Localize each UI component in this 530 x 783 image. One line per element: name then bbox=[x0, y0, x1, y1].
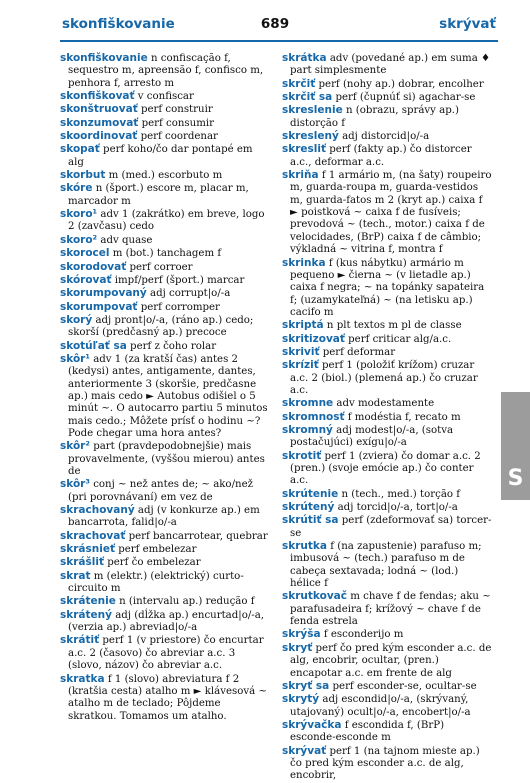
entry-headword: skromný bbox=[282, 423, 333, 436]
entry-headword: skrčiť sa bbox=[282, 91, 333, 104]
dictionary-entry bbox=[60, 234, 270, 247]
entry-headword: skrátka bbox=[282, 52, 327, 64]
entry-definition: perf čo pred kým esconder a.c. de alg, encobrir, ocultar, (pren.) encapotar a.c. em frente de alg bbox=[290, 642, 492, 679]
entry-headword: skrášliť bbox=[60, 556, 104, 569]
dictionary-entry bbox=[282, 143, 492, 169]
entry-definition: perf (nohy ap.) dobrar, encolher bbox=[318, 78, 484, 90]
entry-definition: f esconderijo m bbox=[323, 629, 404, 641]
entry-definition: n (šport.) escore m, placar m, marcador m bbox=[68, 183, 249, 207]
dictionary-entry bbox=[60, 634, 270, 672]
dictionary-entry bbox=[60, 353, 270, 440]
entry-headword: skorý bbox=[60, 313, 93, 326]
dictionary-entry bbox=[282, 359, 492, 397]
entry-definition: perf embelezar bbox=[118, 544, 197, 556]
dictionary-entry bbox=[60, 130, 270, 143]
dictionary-entry bbox=[60, 478, 270, 504]
entry-definition: perf 1 (na tajnom mieste ap.) čo pred kým esconder a.c. de alg, encobrir, bbox=[290, 745, 480, 782]
entry-definition: adv (povedané ap.) em suma ♦ part simplesmente bbox=[290, 53, 491, 77]
entry-definition: perf (čupnúť si) agachar-se bbox=[335, 92, 476, 104]
dictionary-entry bbox=[282, 346, 492, 359]
entry-headword: skórovať bbox=[60, 273, 112, 286]
entry-definition: perf bancarrotear, quebrar bbox=[128, 530, 268, 542]
entry-definition: m chave f de fendas; aku ~ parafusadeira f; krížový ~ chave f de fenda estrela bbox=[290, 591, 491, 628]
entry-headword: skrinka bbox=[282, 256, 326, 269]
dictionary-entry bbox=[282, 130, 492, 143]
entry-definition: adj torcid|o/-a, tort|o/-a bbox=[337, 502, 458, 514]
dictionary-entry bbox=[282, 104, 492, 130]
entry-definition: v confiscar bbox=[137, 91, 194, 103]
entry-headword: skrátiť bbox=[60, 634, 100, 647]
header-rule bbox=[60, 40, 498, 42]
entry-headword: skorbut bbox=[60, 169, 106, 182]
dictionary-entry bbox=[282, 257, 492, 320]
entry-headword: skorumpovaný bbox=[60, 287, 147, 300]
entry-definition: perf criticar alg/a.c. bbox=[348, 333, 452, 345]
entry-headword: skríziť bbox=[282, 359, 319, 372]
dictionary-entry bbox=[282, 628, 492, 641]
entry-headword: skoro² bbox=[60, 233, 98, 246]
entry-definition: adj escondid|o/-a, (skrývaný, utajovaný) ocult|o/-a, encobert|o/-a bbox=[290, 694, 471, 718]
entry-headword: skrýša bbox=[282, 628, 321, 641]
entry-headword: skromnosť bbox=[282, 410, 345, 423]
dictionary-entry bbox=[60, 595, 270, 608]
entry-definition: adj corrupt|o/-a bbox=[150, 288, 231, 300]
dictionary-entry bbox=[282, 488, 492, 501]
dictionary-entry bbox=[60, 340, 270, 353]
entry-headword: skreslený bbox=[282, 130, 339, 143]
entry-definition: perf consumir bbox=[141, 117, 215, 129]
dictionary-entry bbox=[60, 117, 270, 130]
dictionary-entry bbox=[60, 287, 270, 300]
entry-headword: skrčiť bbox=[282, 77, 316, 90]
entry-definition: adj pront|o/-a, (ráno ap.) cedo; skorší (predčasný ap.) precoce bbox=[68, 314, 254, 339]
entry-headword: skrachovaný bbox=[60, 504, 135, 517]
entry-definition: perf coordenar bbox=[140, 131, 218, 143]
dictionary-entry bbox=[282, 333, 492, 346]
dictionary-entry bbox=[282, 424, 492, 450]
entry-headword: skrachovať bbox=[60, 529, 126, 542]
entry-definition: f (na zapustenie) parafuso m; imbusová ~ (tech.) parafuso m de cabeça sextavada; lodná ~ (lod.) hélice f bbox=[290, 541, 482, 590]
entry-definition: n confiscação f, sequestro m, apreensão f, confisco m, penhora f, arresto m bbox=[68, 53, 264, 89]
dictionary-entry bbox=[282, 91, 492, 104]
entry-headword: skresliť bbox=[282, 143, 326, 156]
entry-definition: perf esconder-se, ocultar-se bbox=[332, 680, 477, 692]
entry-headword: skôr² bbox=[60, 440, 90, 453]
dictionary-entry bbox=[282, 745, 492, 783]
entry-headword: skrútenie bbox=[282, 487, 339, 500]
dictionary-entry bbox=[282, 514, 492, 540]
dictionary-entry bbox=[60, 274, 270, 287]
dictionary-entry bbox=[282, 693, 492, 719]
entry-headword: skorodovať bbox=[60, 260, 127, 273]
dictionary-entry bbox=[282, 680, 492, 693]
dictionary-entry bbox=[60, 261, 270, 274]
entry-definition: adj modest|o/-a, (sotva postačujúci) exígu|o/-a bbox=[290, 424, 454, 449]
entry-headword: skrásnieť bbox=[60, 543, 115, 556]
dictionary-entry bbox=[282, 450, 492, 488]
dictionary-entry bbox=[282, 642, 492, 680]
dictionary-entry bbox=[60, 504, 270, 530]
entry-definition: m (bot.) tanchagem f bbox=[112, 248, 222, 260]
entry-headword: skrátený bbox=[60, 608, 112, 621]
entry-headword: skonzumovať bbox=[60, 116, 139, 129]
entry-headword: skryť bbox=[282, 641, 313, 654]
entry-headword: skorumpovať bbox=[60, 300, 138, 313]
dictionary-entry bbox=[60, 673, 270, 723]
entry-headword: skrat bbox=[60, 569, 91, 582]
entry-headword: skôr¹ bbox=[60, 352, 90, 365]
entry-headword: skrutka bbox=[282, 540, 327, 553]
dictionary-entry bbox=[282, 540, 492, 590]
entry-headword: skrátenie bbox=[60, 595, 116, 608]
entry-headword: skratka bbox=[60, 672, 105, 685]
dictionary-entry bbox=[282, 169, 492, 256]
dictionary-entry bbox=[60, 247, 270, 260]
entry-definition: perf (zdeformovať sa) torcer-se bbox=[290, 515, 492, 539]
entry-definition: perf (fakty ap.) čo distorcer a.c., deformar a.c. bbox=[290, 144, 472, 168]
entry-definition: adv modestamente bbox=[336, 398, 435, 410]
dictionary-entry bbox=[282, 319, 492, 332]
entry-headword: skorocel bbox=[60, 247, 110, 260]
entry-headword: skrútený bbox=[282, 501, 335, 514]
entry-headword: skotúľať sa bbox=[60, 339, 127, 352]
dictionary-entry bbox=[60, 440, 270, 478]
entry-definition: adv 1 (zakrátko) em breve, logo 2 (zavčasu) cedo bbox=[68, 209, 265, 233]
entry-definition: n plt textos m pl de classe bbox=[326, 320, 462, 332]
entry-headword: skrytý bbox=[282, 693, 320, 706]
dictionary-entry bbox=[60, 570, 270, 596]
left-column bbox=[60, 52, 270, 723]
entry-definition: conj ~ než antes de; ~ ako/než (pri porovnávaní) em vez de bbox=[68, 479, 253, 503]
dictionary-entry bbox=[60, 314, 270, 340]
entry-headword: skopať bbox=[60, 143, 100, 156]
entry-headword: skriňa bbox=[282, 169, 319, 182]
entry-definition: perf 1 (zviera) čo domar a.c. 2 (pren.) (svoje emócie ap.) čo conter a.c. bbox=[290, 450, 481, 487]
entry-definition: perf 1 (položiť krížom) cruzar a.c. 2 (biol.) (plemená ap.) čo cruzar a.c. bbox=[290, 360, 478, 396]
entry-definition: f modéstia f, recato m bbox=[347, 411, 461, 423]
entry-headword: skrývať bbox=[282, 744, 327, 757]
entry-definition: perf 1 (v priestore) čo encurtar a.c. 2 (časovo) čo abreviar a.c. 3 (slovo, názov) čo abreviar a.c. bbox=[68, 635, 264, 672]
dictionary-entry bbox=[282, 411, 492, 424]
entry-definition: adj (dĺžka ap.) encurtad|o/-a, (verzia ap.) abreviad|o/-a bbox=[68, 609, 265, 634]
dictionary-entry bbox=[282, 52, 492, 78]
entry-headword: skromne bbox=[282, 397, 334, 410]
dictionary-entry bbox=[60, 208, 270, 234]
entry-definition: perf koho/čo dar pontapé em alg bbox=[68, 144, 253, 168]
dictionary-entry bbox=[60, 52, 270, 90]
entry-headword: skonštruovať bbox=[60, 103, 138, 116]
entry-definition: f escondida f, (BrP) esconde-esconde m bbox=[290, 719, 445, 744]
entry-headword: skriptá bbox=[282, 319, 324, 332]
guide-word-left: skonfiškovanie bbox=[62, 16, 175, 32]
entry-definition: perf čo embelezar bbox=[107, 557, 201, 569]
entry-headword: skoordinovať bbox=[60, 130, 138, 143]
dictionary-entry bbox=[282, 719, 492, 745]
entry-definition: n (tech., med.) torção f bbox=[341, 488, 461, 500]
entry-definition: impf/perf (šport.) marcar bbox=[114, 274, 245, 286]
entry-headword: skritizovať bbox=[282, 332, 345, 345]
entry-definition: f 1 armário m, (na šaty) roupeiro m, guarda-roupa m, guarda-vestidos m, guarda-fatos m 2 (kryt ap.) caixa f ► poistková ~ caixa f de fusíveis; prevodová ~ (tech., motor.) caixa f de velocidades, (BrP) caixa f de câmbio; výkladná ~ vitrina f, montra f bbox=[290, 170, 492, 256]
entry-definition: perf deformar bbox=[322, 346, 396, 358]
entry-definition: perf z čoho rolar bbox=[130, 340, 217, 352]
entry-headword: skoro¹ bbox=[60, 208, 98, 221]
entry-definition: perf corromper bbox=[140, 301, 220, 313]
entry-headword: skóre bbox=[60, 182, 93, 195]
entry-definition: n (intervalu ap.) redução f bbox=[119, 596, 255, 608]
entry-headword: skryť sa bbox=[282, 679, 330, 692]
entry-headword: skonfiškovať bbox=[60, 90, 135, 103]
page-number: 689 bbox=[260, 16, 290, 32]
dictionary-entry bbox=[60, 301, 270, 314]
entry-definition: adj distorcid|o/-a bbox=[342, 131, 430, 143]
entry-headword: skrútiť sa bbox=[282, 514, 339, 527]
dictionary-entry bbox=[282, 590, 492, 628]
dictionary-entry bbox=[60, 90, 270, 103]
entry-definition: adv 1 (za kratší čas) antes 2 (kedysi) antes, antigamente, dantes, anteriormente 3 (skoršie, predčasne ap.) mais cedo ► Autobus odišiel o 5 minút ~. O autocarro partiu 5 minutos mais cedo.; Môžete prísť o hodinu ~? Pode chegar uma hora antes? bbox=[68, 353, 268, 439]
entry-definition: f (kus nábytku) armário m pequeno ► čierna ~ (v lietadle ap.) caixa f negra; ~ na topánky sapateira f; (uzamykateľná) ~ (na letisku ap.) cacifo m bbox=[290, 257, 485, 318]
dictionary-entry bbox=[60, 556, 270, 569]
guide-word-right: skrývať bbox=[439, 16, 496, 32]
entry-definition: n (obrazu, správy ap.) distorção f bbox=[290, 105, 459, 129]
dictionary-entry bbox=[60, 182, 270, 208]
entry-definition: perf corroer bbox=[129, 261, 193, 273]
entry-headword: skrutkovač bbox=[282, 590, 347, 603]
entry-definition: adv quase bbox=[100, 234, 153, 246]
dictionary-entry bbox=[60, 530, 270, 543]
dictionary-entry bbox=[60, 103, 270, 116]
entry-definition: m (med.) escorbuto m bbox=[108, 170, 223, 182]
entry-definition: part (pravdepodobnejšie) mais provavelmente, (vyššou mierou) antes de bbox=[68, 441, 265, 477]
dictionary-entry bbox=[60, 169, 270, 182]
entry-headword: skonfiškovanie bbox=[60, 52, 148, 64]
dictionary-entry bbox=[282, 501, 492, 514]
entry-definition: perf construir bbox=[140, 104, 213, 116]
dictionary-entry bbox=[60, 609, 270, 635]
entry-headword: skriviť bbox=[282, 345, 320, 358]
right-column bbox=[282, 52, 492, 783]
entry-headword: skrotiť bbox=[282, 449, 322, 462]
entry-definition: adj (v konkurze ap.) em bancarrota, falid|o/-a bbox=[68, 505, 260, 529]
entry-definition: m (elektr.) (elektrický) curto-circuito m bbox=[68, 570, 244, 595]
thumb-index-letter: S bbox=[507, 466, 524, 491]
dictionary-entry bbox=[60, 143, 270, 169]
entry-headword: skôr³ bbox=[60, 478, 90, 491]
dictionary-entry bbox=[282, 78, 492, 91]
dictionary-entry bbox=[282, 397, 492, 410]
dictionary-entry bbox=[60, 543, 270, 556]
entry-definition: f 1 (slovo) abreviatura f 2 (kratšia cesta) atalho m ► klávesová ~ atalho m de teclado; Pôjdeme skratkou. Tomamos um atalho. bbox=[68, 673, 267, 722]
page-header bbox=[0, 0, 530, 44]
entry-headword: skreslenie bbox=[282, 104, 343, 117]
entry-headword: skrývačka bbox=[282, 718, 342, 731]
